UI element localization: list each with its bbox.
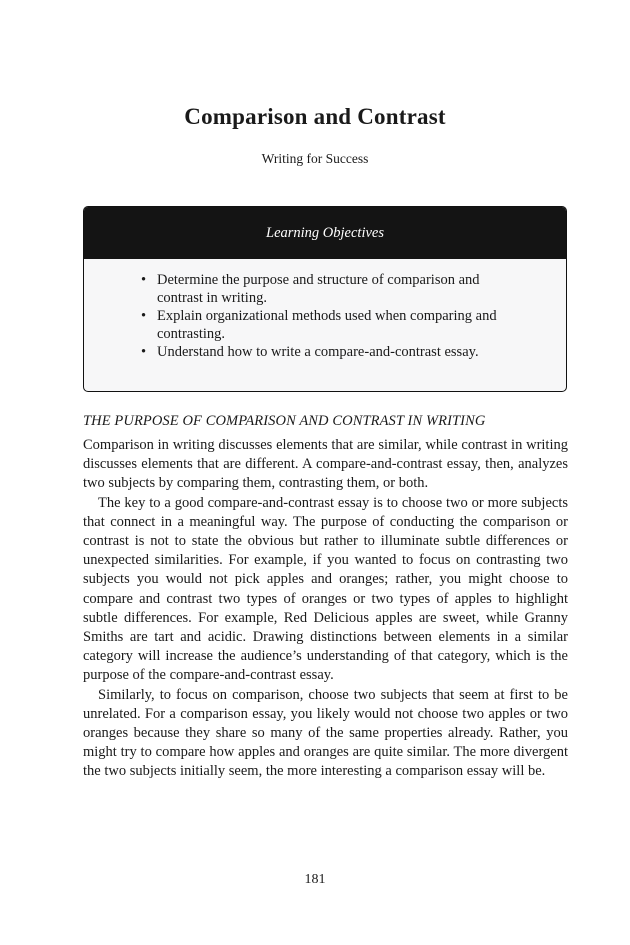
paragraph: Similarly, to focus on comparison, choose two subjects that seem at first to be unrelated. For a comparison essay, you likely would not choose two apples or two oranges because they share so many of the same properties already. Rather, you might try to compare how apples and oranges are quite similar. The more divergent the two subjects initially seem, the more interesting a comparison essay will be.	[83, 686, 568, 780]
page-title: Comparison and Contrast	[184, 104, 446, 129]
paragraph: Comparison in writing discusses elements that are similar, while contrast in writing discusses elements that are different. A compare-and-contrast essay, then, analyzes two subjects by comparing them, contrasting them, or both.	[83, 437, 568, 492]
learning-objective-item: • Explain organizational methods used when comparing and contrasting.	[84, 307, 566, 343]
learning-objective-item: • Determine the purpose and structure of comparison and contrast in writing.	[84, 271, 566, 307]
page-subtitle: Writing for Success	[261, 151, 369, 166]
learning-objectives-list	[84, 259, 566, 361]
section-heading: THE PURPOSE OF COMPARISON AND CONTRAST IN WRITING	[83, 413, 486, 429]
learning-objectives-box	[83, 206, 567, 392]
learning-objective-item: • Understand how to write a compare-and-contrast essay.	[84, 343, 566, 361]
body-text	[83, 436, 568, 782]
learning-objectives-heading: Learning Objectives	[84, 207, 566, 259]
page-number: 181	[304, 872, 326, 887]
paragraph: The key to a good compare-and-contrast essay is to choose two or more subjects that connect in a meaningful way. The purpose of conducting the comparison or contrast is not to state the obvious but rather to illuminate subtle differences or unexpected similarities. For example, if you wanted to focus on contrasting two subjects you would not pick apples and oranges; rather, you might choose to compare and contrast two types of oranges or two types of apples to highlight subtle differences. For example, Red Delicious apples are sweet, while Granny Smiths are tart and acidic. Drawing distinctions between elements in a similar category will increase the audience’s understanding of that category, which is the purpose of the compare-and-contrast essay.	[83, 494, 568, 684]
